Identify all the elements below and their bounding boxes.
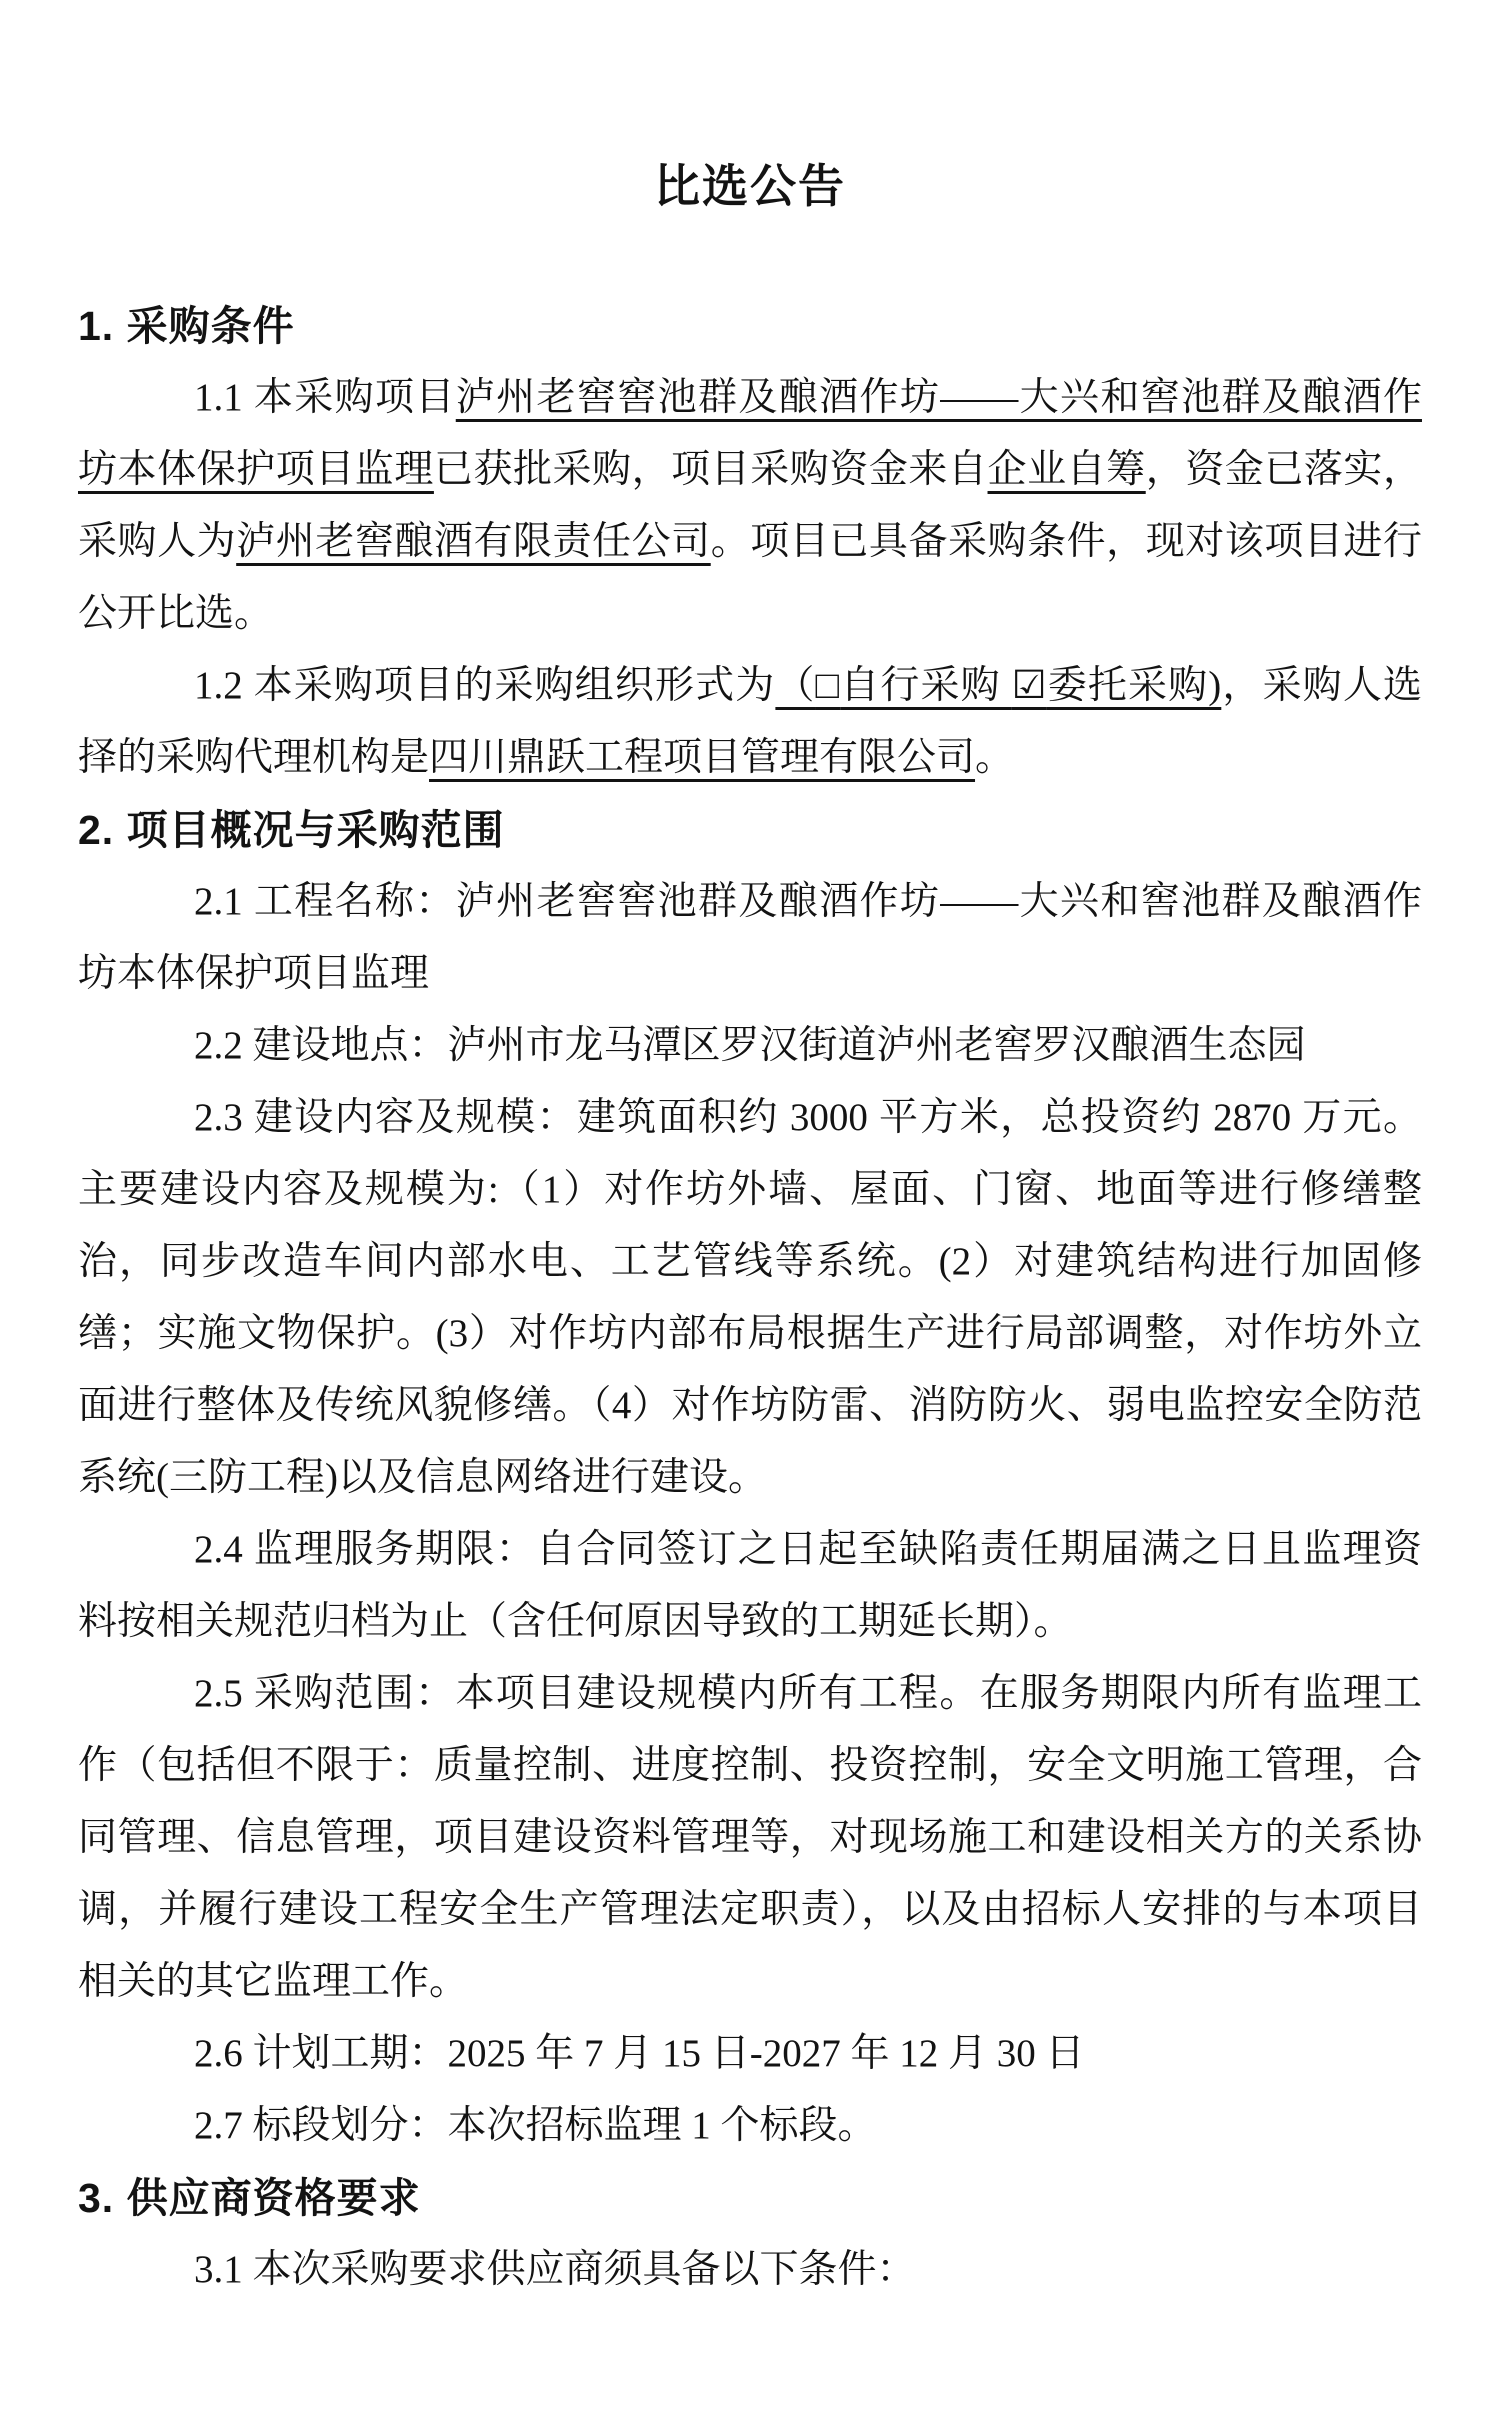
text-run: 2.1 工程名称：泸州老窖窖池群及酿酒作坊——大兴和窖池群及酿酒作坊本体保护项目监理	[78, 880, 1422, 995]
underlined-text: 泸州老窖酿酒有限责任公司	[236, 520, 711, 563]
checkbox-unchecked-icon: □	[815, 664, 841, 707]
underlined-text: 四川鼎跃工程项目管理有限公司	[429, 736, 976, 779]
text-run: 2.2 建设地点：泸州市龙马潭区罗汉街道泸州老窖罗汉酿酒生态园	[194, 1024, 1306, 1067]
text-run: 3.1 本次采购要求供应商须具备以下条件：	[194, 2248, 916, 2291]
clause-1-2	[78, 650, 1422, 794]
clause-2-3	[78, 1082, 1422, 1514]
clause-1-1	[78, 362, 1422, 650]
text-run: 1. 采购条件	[78, 303, 295, 349]
clause-2-5	[78, 1658, 1422, 2018]
text-run: ，采购人选择的采购代理机构是	[78, 664, 1422, 779]
underlined-text: 泸州老窖窖池群及酿酒作坊——大兴和窖池群及酿酒作坊本体保护项目监理	[78, 376, 1422, 491]
underlined-text: 企业自筹	[987, 448, 1146, 491]
text-run: 2.4 监理服务期限：自合同签订之日起至缺陷责任期届满之日且监理资料按相关规范归档为止（含任何原因导致的工期延长期）。	[78, 1528, 1422, 1643]
clause-2-4	[78, 1514, 1422, 1658]
underlined-text: 委托采购)	[1046, 664, 1222, 707]
text-run: 2. 项目概况与采购范围	[78, 807, 505, 853]
text-run: 1.2 本采购项目的采购组织形式为	[194, 664, 776, 707]
text-run: 已获批采购，项目采购资金来自	[433, 448, 988, 491]
text-run: 3. 供应商资格要求	[78, 2175, 421, 2221]
text-run: 2.6 计划工期：2025 年 7 月 15 日-2027 年 12 月 30 日	[194, 2032, 1085, 2075]
clause-2-2	[78, 1010, 1422, 1082]
text-run: ，资金已落实，采购人为	[78, 448, 1422, 563]
text-run: 。项目已具备采购条件，现对该项目进行公开比选。	[78, 520, 1422, 635]
text-run: 2.3 建设内容及规模：建筑面积约 3000 平方米，总投资约 2870 万元。主要建设内容及规模为:（1）对作坊外墙、屋面、门窗、地面等进行修缮整治，同步改造车间内部水电、工艺管线等系统。(2）对建筑结构进行加固修缮；实施文物保护。(3）对作坊内部布局根据生产进行局部调整，对作坊外立面进行整体及传统风貌修缮。（4）对作坊防雷、消防防火、弱电监控安全防范系统(三防工程)以及信息网络进行建设。	[78, 1096, 1422, 1499]
document-body	[78, 290, 1422, 2306]
clause-2-6	[78, 2018, 1422, 2090]
underlined-text: 自行采购	[840, 664, 1012, 707]
clause-2-1	[78, 866, 1422, 1010]
section-2-heading	[78, 794, 1422, 866]
clause-2-7	[78, 2090, 1422, 2162]
text-run: 2.7 标段划分：本次招标监理 1 个标段。	[194, 2104, 877, 2147]
text-run: 1.1 本采购项目	[194, 376, 456, 419]
document-title: 比选公告	[654, 160, 846, 212]
underlined-text: （	[775, 664, 816, 707]
text-run: 2.5 采购范围：本项目建设规模内所有工程。在服务期限内所有监理工作（包括但不限于：质量控制、进度控制、投资控制，安全文明施工管理，合同管理、信息管理，项目建设资料管理等，对现场施工和建设相关方的关系协调，并履行建设工程安全生产管理法定职责），以及由招标人安排的与本项目相关的其它监理工作。	[78, 1672, 1422, 2003]
clause-3-1	[78, 2234, 1422, 2306]
checkbox-checked-icon: ☑	[1011, 664, 1047, 707]
section-1-heading	[78, 290, 1422, 362]
section-3-heading	[78, 2162, 1422, 2234]
text-run: 。	[975, 736, 1015, 779]
